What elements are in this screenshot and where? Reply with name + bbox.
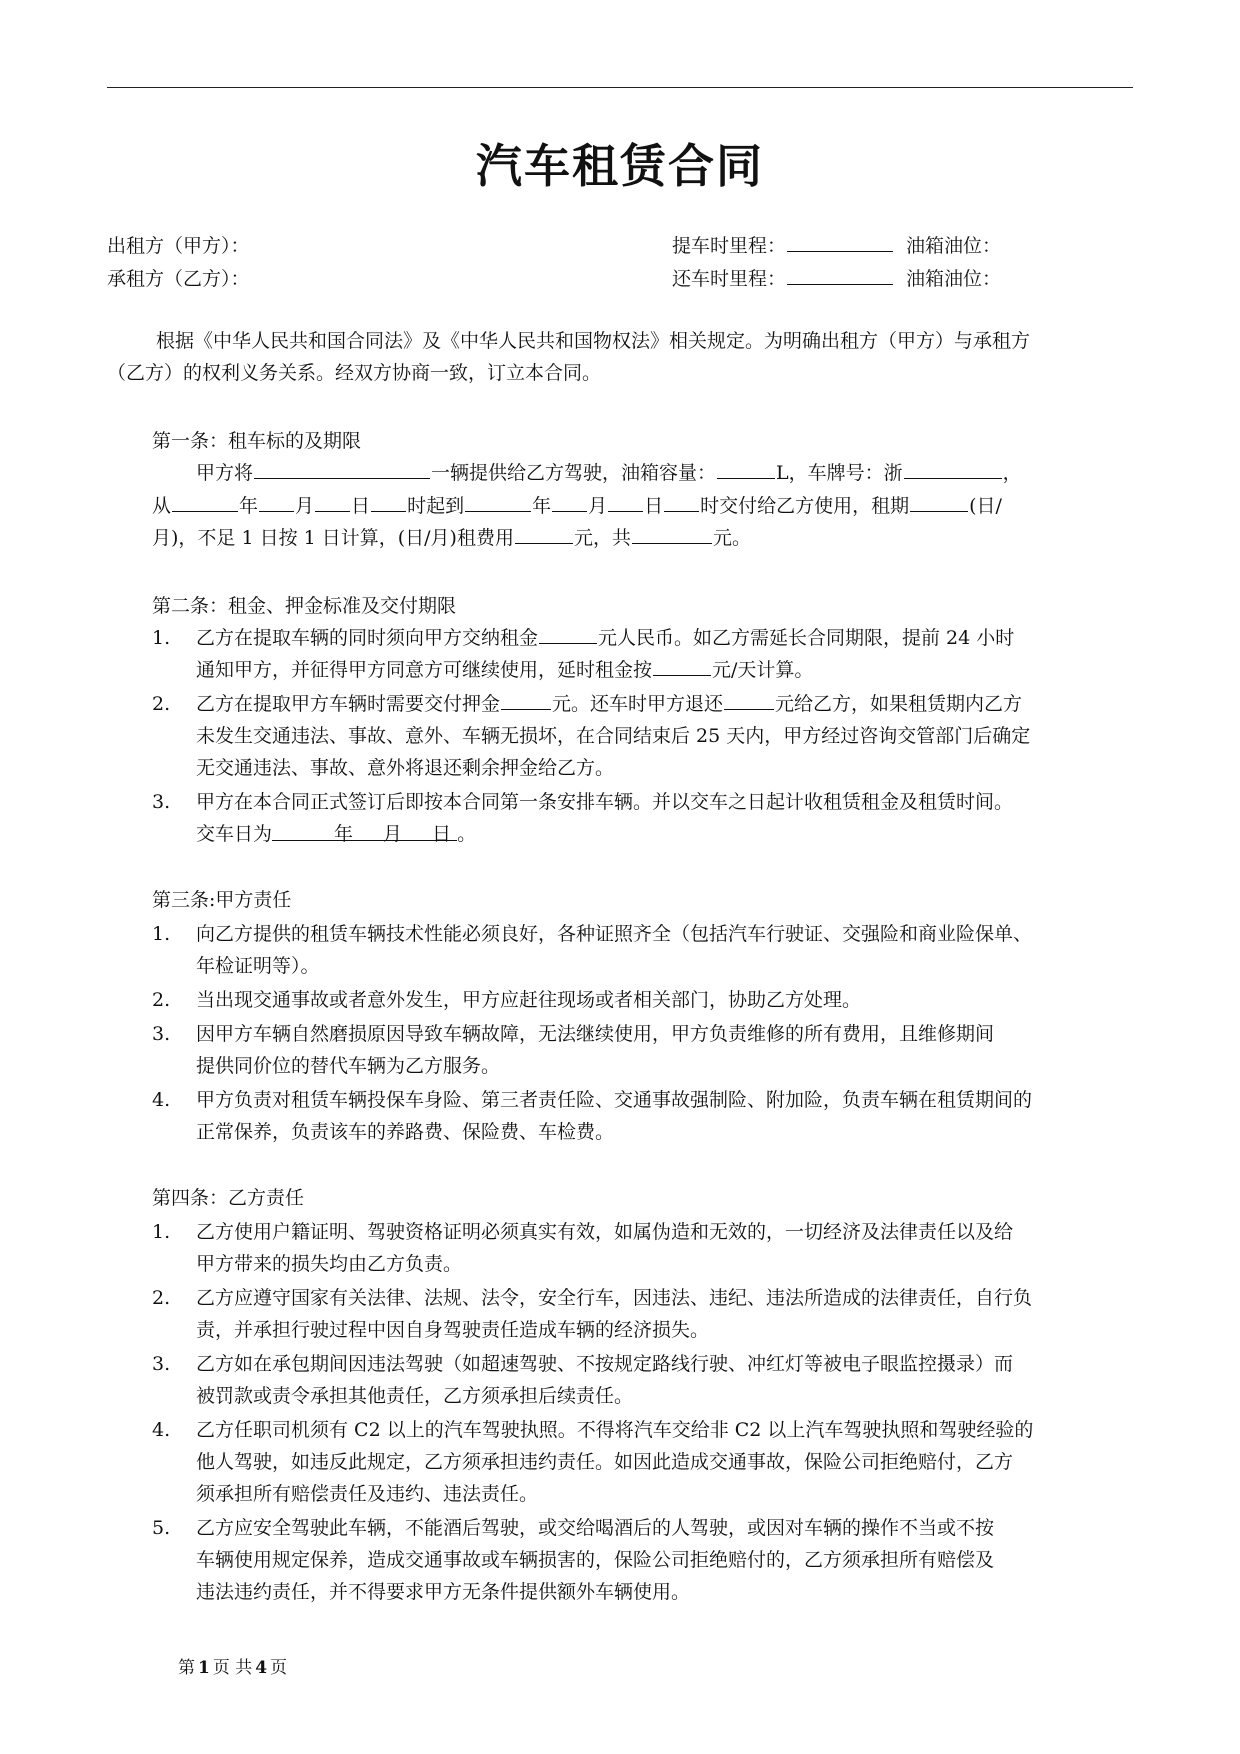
article1-line <box>196 457 1022 489</box>
total-blank <box>632 523 712 544</box>
text-run: ， <box>1002 462 1022 484</box>
date-blank <box>664 491 699 512</box>
return-mileage-row <box>672 263 1001 295</box>
text-run: 日 <box>432 823 452 845</box>
text-run: 页 <box>270 1658 288 1678</box>
date-blank <box>465 491 531 512</box>
list-number: 2. <box>152 693 171 715</box>
late-rent-blank <box>653 655 711 676</box>
list-number: 4. <box>152 1089 171 1111</box>
article-heading: 第一条：租车标的及期限 <box>152 430 362 452</box>
list-item-line: 责，并承担行驶过程中因自身驾驶责任造成车辆的经济损失。 <box>196 1319 710 1341</box>
preamble-line: （乙方）的权利义务关系。经双方协商一致，订立本合同。 <box>107 362 602 384</box>
text-run: 乙方在提取甲方车辆时需要交付押金 <box>196 693 501 715</box>
date-blank <box>315 491 350 512</box>
text-run: 日 <box>644 495 664 517</box>
list-item-line: 因甲方车辆自然磨损原因导致车辆故障，无法继续使用，甲方负责维修的所有费用，且维修期间 <box>196 1023 995 1045</box>
text-run: 交车日为 <box>196 823 273 845</box>
current-page: 1 <box>198 1658 210 1678</box>
list-item-line: 向乙方提供的租赁车辆技术性能必须良好，各种证照齐全（包括汽车行驶证、交强险和商业险保单、 <box>196 923 1033 945</box>
list-item-line: 提供同价位的替代车辆为乙方服务。 <box>196 1055 501 1077</box>
vehicle-blank <box>254 458 430 479</box>
date-blank <box>259 491 294 512</box>
return-mileage-blank <box>787 264 893 285</box>
text-run: 页 共 <box>212 1658 253 1678</box>
list-item-line: 乙方应安全驾驶此车辆，不能酒后驾驶，或交给喝酒后的人驾驶，或因对车辆的操作不当或不按 <box>196 1517 995 1539</box>
list-number: 1. <box>152 627 171 649</box>
page-number <box>178 1656 290 1680</box>
return-mileage-label: 还车时里程： <box>672 268 787 290</box>
text-run: 一辆提供给乙方驾驶，油箱容量： <box>431 462 717 484</box>
list-number: 3. <box>152 1023 171 1045</box>
rent-blank <box>515 523 573 544</box>
list-item-line <box>196 654 813 686</box>
refund-blank <box>724 689 774 710</box>
text-run: 元。 <box>713 527 752 549</box>
text-run: 年 <box>334 823 354 845</box>
list-item-line: 正常保养，负责该车的养路费、保险费、车检费。 <box>196 1121 615 1143</box>
text-run: 月 <box>588 495 608 517</box>
list-item-line: 甲方负责对租赁车辆投保车身险、第三者责任险、交通事故强制险、附加险，负责车辆在租赁期间的 <box>196 1089 1033 1111</box>
document-title: 汽车租赁合同 <box>476 139 764 193</box>
list-item-line: 乙方使用户籍证明、驾驶资格证明必须真实有效，如属伪造和无效的，一切经济及法律责任以及给 <box>196 1221 1014 1243</box>
list-number: 3. <box>152 1353 171 1375</box>
list-number: 1. <box>152 923 171 945</box>
text-run: 元/天计算。 <box>712 659 814 681</box>
list-item-line: 被罚款或责令承担其他责任，乙方须承担后续责任。 <box>196 1385 634 1407</box>
list-item-line: 车辆使用规定保养，造成交通事故或车辆损害的，保险公司拒绝赔付的，乙方须承担所有赔偿及 <box>196 1549 995 1571</box>
text-run: 从 <box>152 495 172 517</box>
lessor-label: 出租方（甲方）： <box>107 235 250 257</box>
text-run: 时起到 <box>407 495 465 517</box>
tank-capacity-blank <box>717 458 775 479</box>
pickup-mileage-blank <box>787 231 893 252</box>
list-item-line: 无交通违法、事故、意外将退还剩余押金给乙方。 <box>196 757 615 779</box>
text-run: 元人民币。如乙方需延长合同期限，提前 24 小时 <box>598 627 1015 649</box>
fuel-level-label: 油箱油位： <box>906 235 1002 257</box>
text-run: 月 <box>295 495 315 517</box>
date-blank <box>552 491 587 512</box>
plate-number-blank <box>904 458 1002 479</box>
date-blank <box>172 491 238 512</box>
text-run: L，车牌号：浙 <box>776 462 903 484</box>
list-number: 5. <box>152 1517 171 1539</box>
text-run: 。 <box>457 823 477 845</box>
text-run: 年 <box>239 495 259 517</box>
delivery-date-blank <box>272 818 457 845</box>
list-number: 3. <box>152 791 171 813</box>
text-run: 元。还车时甲方退还 <box>552 693 724 715</box>
text-run: 日 <box>351 495 371 517</box>
list-item-line: 甲方在本合同正式签订后即按本合同第一条安排车辆。并以交车之日起计收租赁租金及租赁时间。 <box>196 791 1014 813</box>
text-run: (日/ <box>969 495 1002 517</box>
list-number: 1. <box>152 1221 171 1243</box>
list-item-line: 乙方任职司机须有 C2 以上的汽车驾驶执照。不得将汽车交给非 C2 以上汽车驾驶执照和驾驶经验的 <box>196 1419 1034 1441</box>
article-heading: 第三条:甲方责任 <box>152 889 292 911</box>
lessee-label: 承租方（乙方）： <box>107 268 250 290</box>
fuel-level-label: 油箱油位： <box>906 268 1002 290</box>
date-blank <box>608 491 643 512</box>
text-run: 月 <box>383 823 403 845</box>
list-item-line: 未发生交通违法、事故、意外、车辆无损坏，在合同结束后 25 天内，甲方经过咨询交管部门后确定 <box>196 725 1031 747</box>
article-heading: 第二条：租金、押金标准及交付期限 <box>152 595 457 617</box>
list-item-line: 须承担所有赔偿责任及违约、违法责任。 <box>196 1483 539 1505</box>
text-run: 甲方将 <box>196 462 254 484</box>
list-item-line <box>196 688 1022 720</box>
date-blank <box>371 491 406 512</box>
deposit-blank <box>501 689 551 710</box>
text-run: 通知甲方，并征得甲方同意方可继续使用，延时租金按 <box>196 659 653 681</box>
list-item-line: 年检证明等）。 <box>196 955 320 977</box>
list-number: 4. <box>152 1419 171 1441</box>
text-run: 元，共 <box>573 527 631 549</box>
text-run: 乙方在提取车辆的同时须向甲方交纳租金 <box>196 627 539 649</box>
list-item-line: 乙方如在承包期间因违法驾驶（如超速驾驶、不按规定路线行驶、冲红灯等被电子眼监控摄录）而 <box>196 1353 1014 1375</box>
list-item-line: 他人驾驶，如违反此规定，乙方须承担违约责任。如因此造成交通事故，保险公司拒绝赔付，乙方 <box>196 1451 1014 1473</box>
text-run: 时交付给乙方使用，租期 <box>700 495 910 517</box>
list-item-line: 当出现交通事故或者意外发生，甲方应赶往现场或者相关部门，协助乙方处理。 <box>196 989 862 1011</box>
list-item-line: 甲方带来的损失均由乙方负责。 <box>196 1253 463 1275</box>
term-blank <box>910 491 968 512</box>
text-run: 年 <box>532 495 552 517</box>
list-number: 2. <box>152 989 171 1011</box>
total-pages: 4 <box>255 1658 268 1678</box>
article-heading: 第四条：乙方责任 <box>152 1187 305 1209</box>
text-run: 第 <box>178 1658 195 1678</box>
text-run: 月)，不足 1 日按 1 日计算，(日/月)租费用 <box>152 527 514 549</box>
pickup-mileage-label: 提车时里程： <box>672 235 787 257</box>
list-item-line: 乙方应遵守国家有关法律、法规、法令，安全行车，因违法、违纪、违法所造成的法律责任，自行负 <box>196 1287 1033 1309</box>
list-item-line: 违法违约责任，并不得要求甲方无条件提供额外车辆使用。 <box>196 1581 691 1603</box>
list-number: 2. <box>152 1287 171 1309</box>
list-item-line <box>196 622 1014 654</box>
top-rule <box>107 87 1133 88</box>
rent-blank <box>539 623 597 644</box>
article1-line <box>152 490 1002 522</box>
pickup-mileage-row <box>672 230 1001 262</box>
list-item-line <box>196 818 476 850</box>
text-run: 元给乙方，如果租赁期内乙方 <box>775 693 1023 715</box>
article1-line <box>152 522 751 554</box>
preamble-line: 根据《中华人民共和国合同法》及《中华人民共和国物权法》相关规定。为明确出租方（甲方）与承租方 <box>156 330 1031 352</box>
